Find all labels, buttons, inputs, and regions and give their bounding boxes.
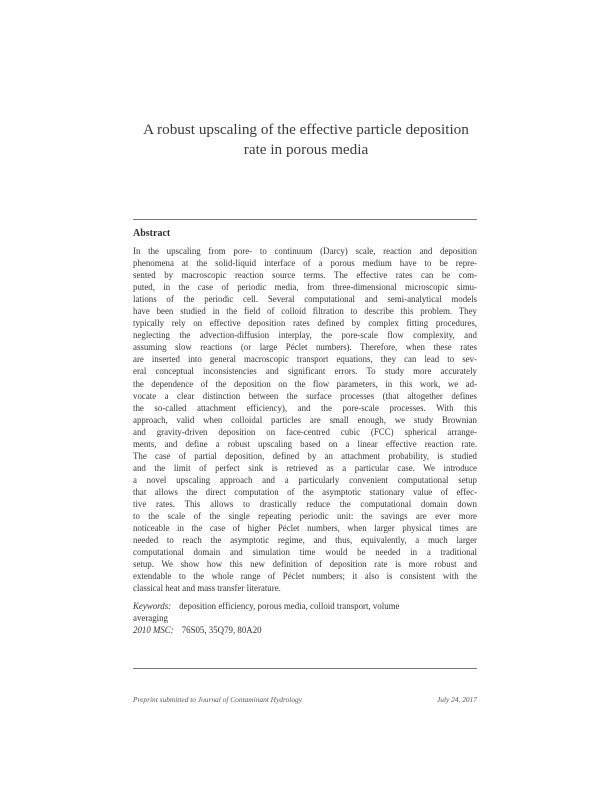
title-line-1: A robust upscaling of the effective particle deposition	[143, 121, 469, 138]
abstract-top-rule	[133, 219, 477, 220]
msc-label: 2010 MSC:	[133, 625, 174, 635]
msc-value: 76S05, 35Q79, 80A20	[181, 625, 262, 635]
abstract-line: that allows the direct computation of the asymptotic stationary value of effec-	[133, 486, 477, 497]
abstract-heading: Abstract	[133, 228, 171, 239]
title-line-2: rate in porous media	[243, 141, 369, 158]
abstract-line: neglecting the advection-diffusion interplay, the pore-scale flow complexity, and	[133, 330, 477, 341]
abstract-line: typically rely on effective deposition rates defined by complex fitting procedures,	[133, 318, 477, 329]
abstract-line: tive rates. This allows to drastically reduce the computational domain down	[133, 498, 477, 509]
msc-block	[133, 624, 477, 636]
abstract-line: assuming slow reactions (or large Péclet numbers). Therefore, when these rates	[133, 342, 477, 353]
keywords-text-line-2: averaging	[133, 613, 168, 624]
abstract-line: and gravity-driven deposition on face-centred cubic (FCC) spherical arrange-	[133, 426, 477, 437]
keywords-block	[133, 600, 477, 624]
abstract-line: noticeable in the case of higher Péclet numbers, when larger physical times are	[133, 523, 477, 534]
abstract-line: phenomena at the solid-liquid interface of a porous medium have to be repre-	[133, 258, 477, 269]
abstract-line: In the upscaling from pore- to continuum (Darcy) scale, reaction and deposition	[133, 246, 477, 256]
abstract-line: ments, and define a robust upscaling based on a linear effective reaction rate.	[133, 438, 477, 449]
abstract-body	[133, 245, 477, 594]
keywords-text-line-1: deposition efficiency, porous media, colloid transport, volume	[179, 601, 400, 611]
abstract-line: have been studied in the field of colloid filtration to describe this problem. They	[133, 306, 477, 317]
abstract-line: puted, in the case of periodic media, from three-dimensional microscopic simu-	[133, 282, 477, 293]
abstract-line: sented by macroscopic reaction source terms. The effective rates can be com-	[133, 270, 477, 281]
abstract-line: the dependence of the deposition on the flow parameters, in this work, we ad-	[133, 378, 477, 389]
abstract-bottom-rule	[133, 668, 477, 669]
abstract-line: eral conceptual inconsistencies and significant errors. To study more accurately	[133, 366, 477, 377]
abstract-line: approach, valid when colloidal particles are small enough, we study Brownian	[133, 414, 477, 425]
footer-journal-note: Preprint submitted to Journal of Contaminant Hydrology	[133, 695, 303, 704]
abstract-line: vocate a clear distinction between the surface processes (that altogether defines	[133, 390, 477, 401]
abstract-line: extendable to the whole range of Péclet numbers; it also is consistent with the	[133, 571, 477, 582]
abstract-line: to the scale of the single repeating periodic unit: the savings are ever more	[133, 511, 477, 522]
paper-title	[120, 120, 492, 160]
abstract-line: a novel upscaling approach and a particularly convenient computational setup	[133, 474, 477, 485]
footer-date: July 24, 2017	[436, 695, 477, 704]
keywords-label: Keywords:	[133, 601, 172, 611]
abstract-line: needed to reach the asymptotic regime, and thus, equivalently, a much larger	[133, 535, 477, 546]
abstract-line: are inserted into general macroscopic transport equations, they can lead to sev-	[133, 354, 477, 365]
abstract-line: setup. We show how this new definition of deposition rate is more robust and	[133, 559, 477, 570]
abstract-line: the so-called attachment efficiency), and the pore-scale processes. With this	[133, 402, 477, 413]
abstract-line: lations of the periodic cell. Several computational and semi-analytical models	[133, 294, 477, 305]
abstract-line: classical heat and mass transfer literature.	[133, 583, 281, 594]
abstract-line: and the limit of perfect sink is retrieved as a particular case. We introduce	[133, 462, 477, 473]
abstract-line: computational domain and simulation time would be needed in a traditional	[133, 547, 477, 558]
abstract-line: The case of partial deposition, defined by an attachment probability, is studied	[133, 450, 477, 461]
